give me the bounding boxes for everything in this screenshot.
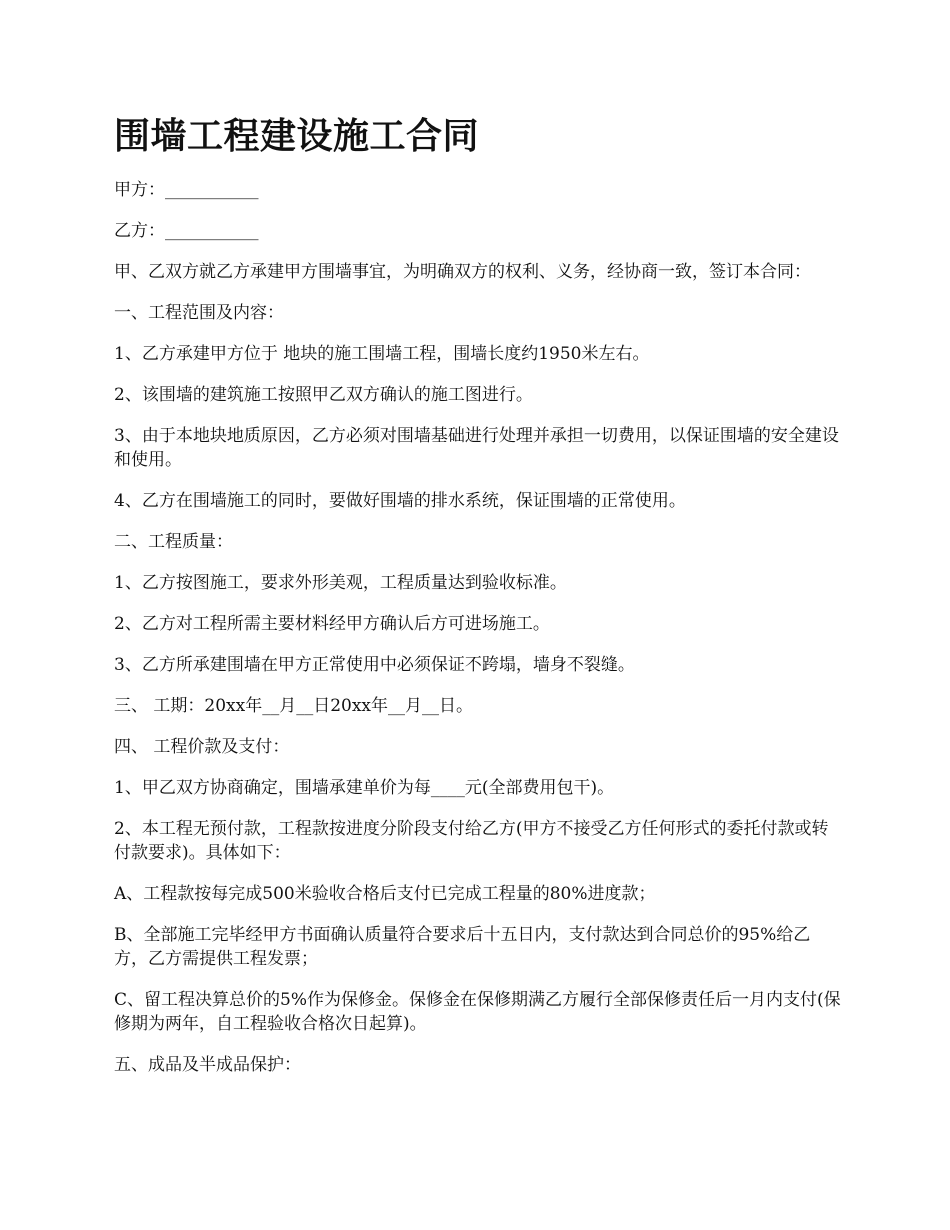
section-heading-schedule: 三、 工期：20xx年__月__日20xx年__月__日。 <box>114 696 474 716</box>
clause-paragraph: A、工程款按每完成500米验收合格后支付已完成工程量的80%进度款； <box>114 884 656 904</box>
clause-paragraph: 2、该围墙的建筑施工按照甲乙双方确认的施工图进行。 <box>114 385 533 405</box>
document-body <box>114 178 842 1094</box>
preamble-paragraph: 甲、乙双方就乙方承建甲方围墙事宜，为明确双方的权利、义务，经协商一致，签订本合同： <box>114 262 811 282</box>
clause-paragraph: 1、乙方按图施工，要求外形美观，工程质量达到验收标准。 <box>114 573 567 593</box>
party-a-line: 甲方：___________ <box>114 180 259 200</box>
section-heading-quality: 二、工程质量： <box>114 532 233 552</box>
clause-paragraph: B、全部施工完毕经甲方书面确认质量符合要求后十五日内，支付款达到合同总价的95%给乙方，乙方需提供工程发票； <box>114 925 811 969</box>
section-heading-protection: 五、成品及半成品保护： <box>114 1055 301 1075</box>
document-title: 围墙工程建设施工合同 <box>114 115 480 157</box>
party-b-line: 乙方：___________ <box>114 221 259 241</box>
section-heading-payment: 四、 工程价款及支付： <box>114 737 290 757</box>
clause-paragraph: 3、由于本地块地质原因，乙方必须对围墙基础进行处理并承担一切费用，以保证围墙的安全建设和使用。 <box>114 426 839 470</box>
clause-paragraph: 3、乙方所承建围墙在甲方正常使用中必须保证不跨塌，墙身不裂缝。 <box>114 655 635 675</box>
clause-paragraph: 2、本工程无预付款，工程款按进度分阶段支付给乙方(甲方不接受乙方任何形式的委托付款或转付款要求)。具体如下： <box>114 819 829 863</box>
section-heading-scope: 一、工程范围及内容： <box>114 303 284 323</box>
clause-paragraph: 4、乙方在围墙施工的同时，要做好围墙的排水系统，保证围墙的正常使用。 <box>114 491 686 511</box>
clause-paragraph: C、留工程决算总价的5%作为保修金。保修金在保修期满乙方履行全部保修责任后一月内支付(保修期为两年，自工程验收合格次日起算)。 <box>114 990 841 1034</box>
clause-paragraph: 1、甲乙双方协商确定，围墙承建单价为每____元(全部费用包干)。 <box>114 778 615 798</box>
clause-paragraph: 2、乙方对工程所需主要材料经甲方确认后方可进场施工。 <box>114 614 550 634</box>
clause-paragraph: 1、乙方承建甲方位于 地块的施工围墙工程，围墙长度约1950米左右。 <box>114 344 650 364</box>
